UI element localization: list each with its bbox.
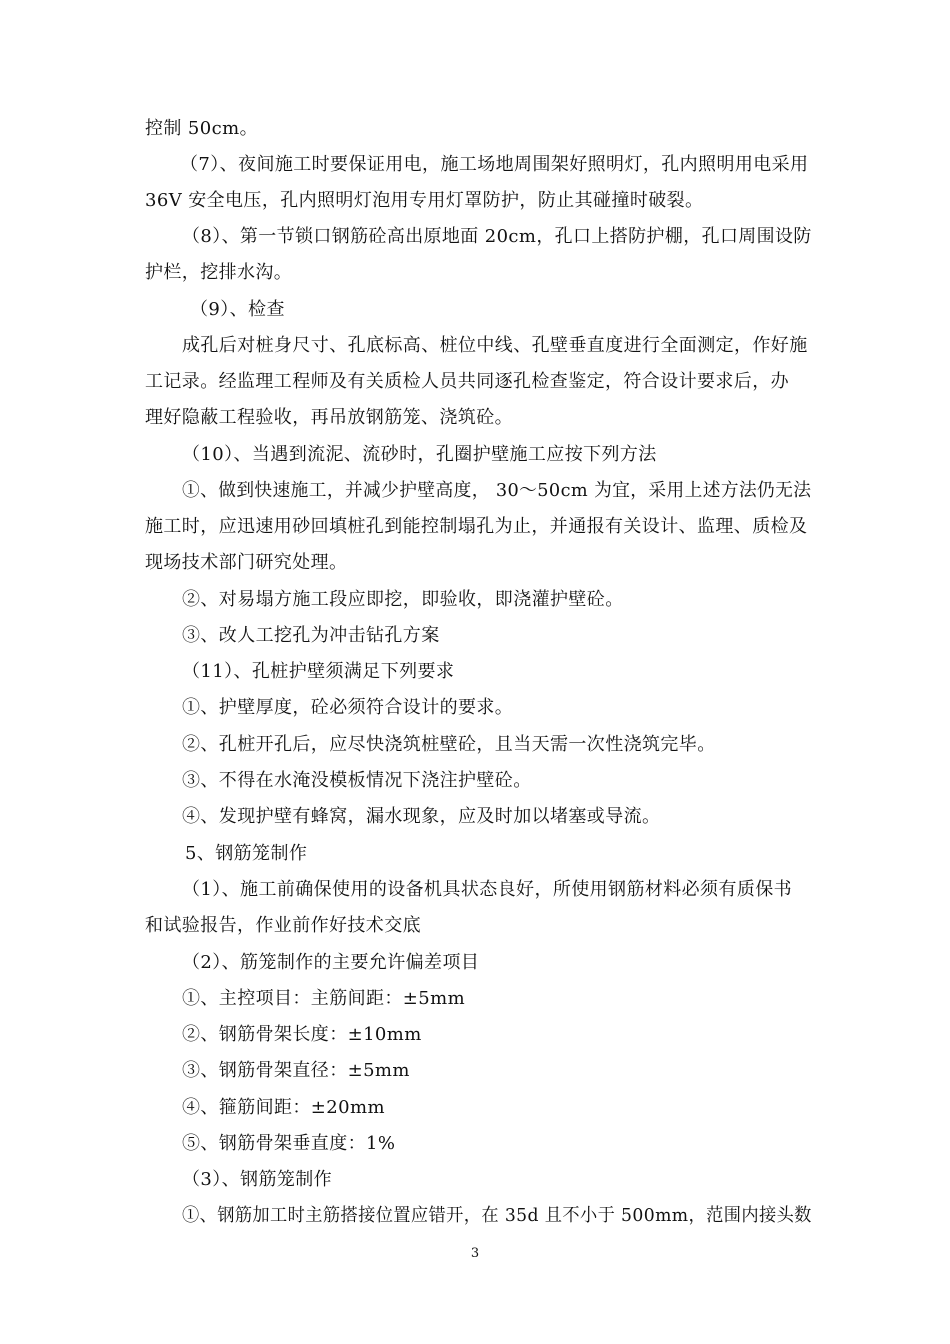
text-line: ①、钢筋加工时主筋搭接位置应错开，在 35d 且不小于 500mm，范围内接头数 bbox=[182, 1205, 812, 1226]
text-line: （7）、夜间施工时要保证用电，施工场地周围架好照明灯，孔内照明用电采用 bbox=[180, 154, 809, 175]
text-line: ③、改人工挖孔为冲击钻孔方案 bbox=[182, 625, 440, 646]
text-line: 控制 50cm。 bbox=[145, 118, 258, 139]
text-line: （1）、施工前确保使用的设备机具状态良好，所使用钢筋材料必须有质保书 bbox=[182, 879, 793, 900]
text-line: （10）、当遇到流泥、流砂时，孔圈护壁施工应按下列方法 bbox=[182, 444, 657, 465]
text-line: ①、做到快速施工，并减少护壁高度， 30～50cm 为宜，采用上述方法仍无法 bbox=[182, 480, 812, 501]
text-line: （8）、第一节锁口钢筋砼高出原地面 20cm，孔口上搭防护棚，孔口周围设防 bbox=[182, 226, 812, 247]
text-line: 5、钢筋笼制作 bbox=[185, 843, 308, 864]
text-line: 工记录。经监理工程师及有关质检人员共同逐孔检查鉴定，符合设计要求后，办 bbox=[145, 371, 789, 392]
text-line: ①、主控项目：主筋间距：±5mm bbox=[182, 988, 466, 1009]
text-line: 和试验报告，作业前作好技术交底 bbox=[145, 915, 421, 936]
text-line: 护栏，挖排水沟。 bbox=[145, 262, 293, 283]
text-line: ②、孔桩开孔后，应尽快浇筑桩壁砼，且当天需一次性浇筑完毕。 bbox=[182, 734, 716, 755]
text-line: ③、钢筋骨架直径：±5mm bbox=[182, 1060, 410, 1081]
text-line: 施工时，应迅速用砂回填桩孔到能控制塌孔为止，并通报有关设计、监理、质检及 bbox=[145, 516, 808, 537]
text-line: （3）、钢筋笼制作 bbox=[182, 1169, 333, 1190]
text-line: ③、不得在水淹没模板情况下浇注护壁砼。 bbox=[182, 770, 532, 791]
text-line: 理好隐蔽工程验收，再吊放钢筋笼、浇筑砼。 bbox=[145, 407, 513, 428]
text-line: ④、箍筋间距：±20mm bbox=[182, 1097, 385, 1118]
text-line: ⑤、钢筋骨架垂直度：1% bbox=[182, 1133, 396, 1154]
text-line: （2）、筋笼制作的主要允许偏差项目 bbox=[182, 952, 480, 973]
text-line: ②、钢筋骨架长度：±10mm bbox=[182, 1024, 422, 1045]
page-number: 3 bbox=[470, 1246, 480, 1261]
text-line: 36V 安全电压，孔内照明灯泡用专用灯罩防护，防止其碰撞时破裂。 bbox=[145, 190, 704, 211]
text-line: ②、对易塌方施工段应即挖，即验收，即浇灌护壁砼。 bbox=[182, 589, 624, 610]
text-line: ④、发现护壁有蜂窝，漏水现象，应及时加以堵塞或导流。 bbox=[182, 806, 661, 827]
text-line: 现场技术部门研究处理。 bbox=[145, 552, 348, 573]
text-line: ①、护壁厚度，砼必须符合设计的要求。 bbox=[182, 697, 514, 718]
text-line: （9）、检查 bbox=[190, 299, 285, 320]
text-line: （11）、孔桩护壁须满足下列要求 bbox=[182, 661, 455, 682]
text-line: 成孔后对桩身尺寸、孔底标高、桩位中线、孔壁垂直度进行全面测定，作好施 bbox=[182, 335, 808, 356]
